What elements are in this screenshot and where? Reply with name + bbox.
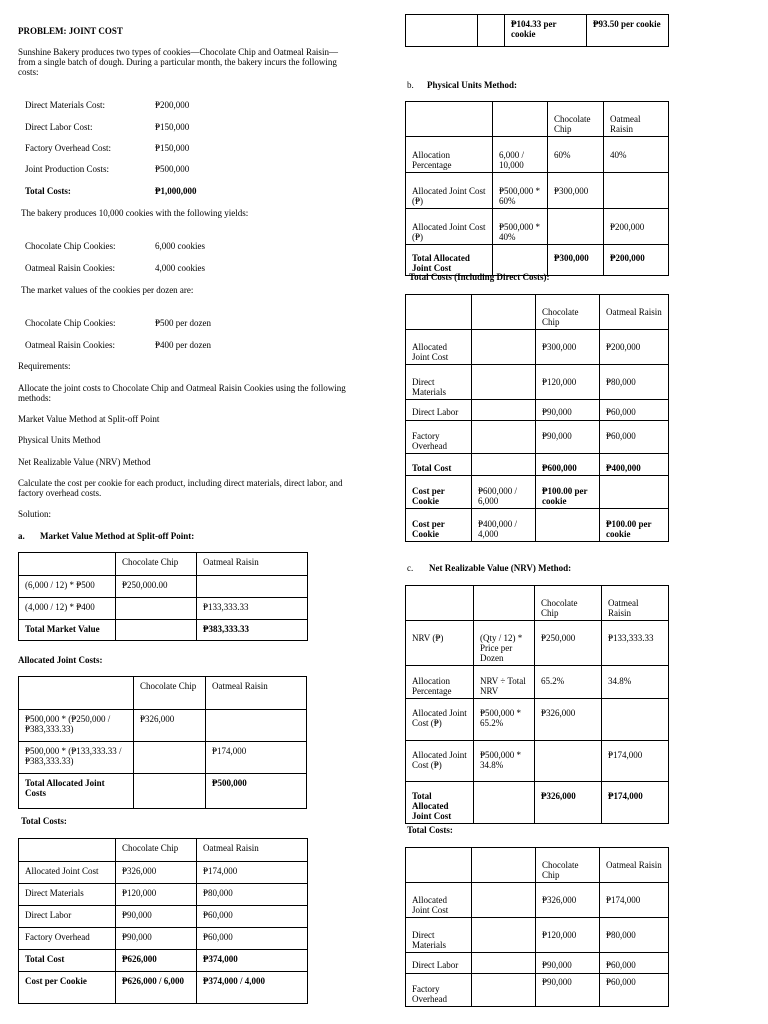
col-header: Chocolate Chip (134, 677, 206, 710)
solution-heading: Solution: (18, 509, 52, 519)
row-label: (6,000 / 12) * ₱500 (19, 576, 116, 598)
cell (406, 15, 478, 47)
market-label-0: Chocolate Chip Cookies: (25, 318, 116, 328)
cell: ₱174,000 (206, 742, 307, 774)
calculate-paragraph: Calculate the cost per cookie for each product, including direct materials, direct labor, and factory overhead costs. (18, 478, 343, 498)
cost-value-2: ₱150,000 (155, 143, 190, 153)
cost-value-1: ₱150,000 (155, 122, 190, 132)
cell: ₱200,000 (604, 245, 669, 276)
total-costs-heading: Total Costs: (21, 816, 67, 826)
row-label: Total Allocated Joint Costs (19, 774, 134, 809)
cell: ₱250,000.00 (116, 576, 197, 598)
table-physical-units (405, 101, 669, 276)
section-a-title: Market Value Method at Split-off Point: (40, 531, 195, 541)
cell (472, 330, 536, 365)
cell (472, 974, 536, 1007)
cell (602, 699, 669, 741)
section-b-title: Physical Units Method: (427, 80, 517, 90)
table-total-costs-a (18, 838, 308, 1004)
row-label: NRV (₱) (406, 621, 474, 666)
col-header: Oatmeal Raisin (206, 677, 307, 710)
cell: ₱60,000 (600, 974, 669, 1007)
cell: ₱200,000 (604, 209, 669, 245)
col-header: Chocolate Chip (536, 848, 600, 883)
market-label-1: Oatmeal Raisin Cookies: (25, 340, 115, 350)
cell: ₱174,000 (602, 782, 669, 824)
cell: ₱326,000 (535, 782, 602, 824)
cell (472, 454, 536, 476)
method-item-1: Physical Units Method (18, 435, 101, 445)
cell: ₱60,000 (600, 421, 669, 454)
cost-label-1: Direct Labor Cost: (25, 122, 93, 132)
cell (472, 918, 536, 953)
table-total-costs-b (405, 294, 669, 542)
cell (472, 883, 536, 918)
row-label: Allocated Joint Cost (406, 330, 472, 365)
cell: ₱90,000 (116, 906, 197, 928)
cell: ₱626,000 / 6,000 (116, 972, 197, 1004)
cell: ₱104.33 per cookie (505, 15, 587, 47)
row-label: Allocated Joint Cost (₱) (406, 173, 493, 209)
section-b-letter: b. (407, 80, 414, 90)
cell: ₱90,000 (536, 400, 600, 421)
row-label: Direct Labor (19, 906, 116, 928)
yield-label-1: Oatmeal Raisin Cookies: (25, 263, 115, 273)
row-label: Factory Overhead (406, 974, 472, 1007)
cell (600, 476, 669, 509)
row-label: Total Allocated Joint Cost (406, 245, 493, 276)
requirements-heading: Requirements: (18, 361, 71, 371)
cost-label-0: Direct Materials Cost: (25, 100, 105, 110)
cell: ₱500,000 * 40% (493, 209, 548, 245)
cell: ₱326,000 (134, 710, 206, 742)
cell (548, 209, 604, 245)
cell: ₱174,000 (600, 883, 669, 918)
cell (536, 509, 600, 542)
total-costs-incl-heading: Total Costs (Including Direct Costs): (409, 272, 550, 282)
cell: ₱80,000 (600, 365, 669, 400)
table-cost-per-cookie-continued (405, 14, 669, 47)
row-label: Total Market Value (19, 620, 116, 641)
col-header: Oatmeal Raisin (197, 839, 308, 862)
cell (406, 102, 493, 137)
cell (134, 742, 206, 774)
market-value-1: ₱400 per dozen (155, 340, 211, 350)
row-label: ₱500,000 * (₱250,000 / ₱383,333.33) (19, 710, 134, 742)
cell: ₱600,000 / 6,000 (472, 476, 536, 509)
row-label: Allocated Joint Cost (19, 862, 116, 884)
cell: ₱374,000 / 4,000 (197, 972, 308, 1004)
row-label: Cost per Cookie (406, 509, 472, 542)
row-label: (4,000 / 12) * ₱400 (19, 598, 116, 620)
cell: ₱300,000 (548, 173, 604, 209)
cell (472, 421, 536, 454)
row-label: Allocated Joint Cost (₱) (406, 699, 474, 741)
table-nrv (405, 585, 669, 824)
cell: 40% (604, 137, 669, 173)
row-label: Allocated Joint Cost (406, 883, 472, 918)
cell: ₱326,000 (536, 883, 600, 918)
section-c-title: Net Realizable Value (NRV) Method: (429, 563, 572, 573)
problem-title: PROBLEM: JOINT COST (18, 26, 123, 36)
cell: ₱500,000 * 65.2% (474, 699, 535, 741)
col-header: Chocolate Chip (535, 586, 602, 621)
cell: ₱500,000 * 34.8% (474, 741, 535, 782)
row-label: Allocation Percentage (406, 666, 474, 699)
yield-value-1: 4,000 cookies (155, 263, 205, 273)
cell: ₱60,000 (197, 928, 308, 950)
cell: ₱500,000 * 60% (493, 173, 548, 209)
col-header: Chocolate Chip (536, 295, 600, 330)
row-label: Total Cost (406, 454, 472, 476)
cell: ₱300,000 (536, 330, 600, 365)
cell: NRV ÷ Total NRV (474, 666, 535, 699)
table-allocated-joint-costs (18, 676, 307, 809)
row-label: Allocated Joint Cost (₱) (406, 209, 493, 245)
method-item-2: Net Realizable Value (NRV) Method (18, 457, 151, 467)
cell (116, 620, 197, 641)
cell (535, 741, 602, 782)
cell (472, 295, 536, 330)
cell: ₱626,000 (116, 950, 197, 972)
col-header: Chocolate Chip (116, 553, 197, 576)
col-header: Oatmeal Raisin (602, 586, 669, 621)
row-label: Direct Labor (406, 953, 472, 974)
cell: ₱250,000 (535, 621, 602, 666)
cell: ₱60,000 (600, 400, 669, 421)
row-label: Direct Materials (19, 884, 116, 906)
cell: ₱374,000 (197, 950, 308, 972)
row-label: Cost per Cookie (406, 476, 472, 509)
cell: ₱600,000 (536, 454, 600, 476)
row-label: Factory Overhead (19, 928, 116, 950)
cell (206, 710, 307, 742)
row-label: Direct Materials (406, 365, 472, 400)
cell: ₱400,000 / 4,000 (472, 509, 536, 542)
cell: 34.8% (602, 666, 669, 699)
cell: ₱90,000 (536, 953, 600, 974)
cell (472, 953, 536, 974)
cell: ₱80,000 (197, 884, 308, 906)
cell: ₱400,000 (600, 454, 669, 476)
cell: ₱60,000 (600, 953, 669, 974)
cell (493, 245, 548, 276)
cell (134, 774, 206, 809)
col-header: Oatmeal Raisin (604, 102, 669, 137)
cell: (Qty / 12) * Price per Dozen (474, 621, 535, 666)
cell: ₱120,000 (116, 884, 197, 906)
cell (493, 102, 548, 137)
yield-label-0: Chocolate Chip Cookies: (25, 241, 116, 251)
cell: ₱300,000 (548, 245, 604, 276)
cell: ₱174,000 (197, 862, 308, 884)
col-header: Oatmeal Raisin (600, 295, 669, 330)
cell: ₱120,000 (536, 365, 600, 400)
cell: ₱120,000 (536, 918, 600, 953)
cell: 65.2% (535, 666, 602, 699)
method-item-0: Market Value Method at Split-off Point (18, 414, 160, 424)
row-label: Total Cost (19, 950, 116, 972)
cost-label-3: Joint Production Costs: (25, 164, 110, 174)
table-total-costs-c (405, 847, 669, 1007)
row-label: Total Allocated Joint Cost (406, 782, 474, 824)
market-intro: The market values of the cookies per dozen are: (21, 285, 194, 295)
cell: ₱90,000 (536, 974, 600, 1007)
col-header: Oatmeal Raisin (197, 553, 308, 576)
row-label: Factory Overhead (406, 421, 472, 454)
cell: ₱383,333.33 (197, 620, 308, 641)
col-header: Chocolate Chip (116, 839, 197, 862)
cost-value-4: ₱1,000,000 (155, 186, 197, 196)
total-costs-heading-c: Total Costs: (407, 825, 453, 835)
cost-value-3: ₱500,000 (155, 164, 190, 174)
cell: ₱100.00 per cookie (600, 509, 669, 542)
cell: ₱174,000 (602, 741, 669, 782)
col-header: Oatmeal Raisin (600, 848, 669, 883)
cell: ₱90,000 (116, 928, 197, 950)
allocated-joint-costs-heading: Allocated Joint Costs: (18, 655, 103, 665)
cost-value-0: ₱200,000 (155, 100, 190, 110)
section-c-letter: c. (407, 563, 414, 573)
row-label: Direct Materials (406, 918, 472, 953)
yield-intro: The bakery produces 10,000 cookies with the following yields: (21, 208, 249, 218)
cell (406, 586, 474, 621)
cell: ₱90,000 (536, 421, 600, 454)
cell: 60% (548, 137, 604, 173)
row-label: Cost per Cookie (19, 972, 116, 1004)
cell (474, 586, 535, 621)
cell (472, 365, 536, 400)
cell: ₱60,000 (197, 906, 308, 928)
row-label: Allocated Joint Cost (₱) (406, 741, 474, 782)
cell: ₱93.50 per cookie (587, 15, 669, 47)
cell: ₱326,000 (535, 699, 602, 741)
row-label: Allocation Percentage (406, 137, 493, 173)
cell (478, 15, 505, 47)
cell (474, 782, 535, 824)
cell (406, 848, 472, 883)
table-market-value (18, 552, 308, 641)
cell: ₱100.00 per cookie (536, 476, 600, 509)
cell (19, 553, 116, 576)
cost-label-2: Factory Overhead Cost: (25, 143, 111, 153)
cell (406, 295, 472, 330)
allocate-paragraph: Allocate the joint costs to Chocolate Chip and Oatmeal Raisin Cookies using the following methods: (18, 383, 346, 403)
cell: ₱326,000 (116, 862, 197, 884)
cell (19, 839, 116, 862)
cell (116, 598, 197, 620)
cell: ₱133,333.33 (602, 621, 669, 666)
market-value-0: ₱500 per dozen (155, 318, 211, 328)
cell (604, 173, 669, 209)
cell: 6,000 / 10,000 (493, 137, 548, 173)
cell: ₱500,000 (206, 774, 307, 809)
row-label: ₱500,000 * (₱133,333.33 / ₱383,333.33) (19, 742, 134, 774)
cell (472, 400, 536, 421)
col-header: Chocolate Chip (548, 102, 604, 137)
cell (197, 576, 308, 598)
cell (472, 848, 536, 883)
cell: ₱200,000 (600, 330, 669, 365)
cell (19, 677, 134, 710)
row-label: Direct Labor (406, 400, 472, 421)
cell: ₱133,333.33 (197, 598, 308, 620)
cost-label-4: Total Costs: (25, 186, 71, 196)
section-a-letter: a. (18, 531, 25, 541)
intro-paragraph: Sunshine Bakery produces two types of cookies—Chocolate Chip and Oatmeal Raisin—from a single batch of dough. During a particular month, the bakery incurs the following costs: (18, 47, 338, 77)
yield-value-0: 6,000 cookies (155, 241, 205, 251)
cell: ₱80,000 (600, 918, 669, 953)
